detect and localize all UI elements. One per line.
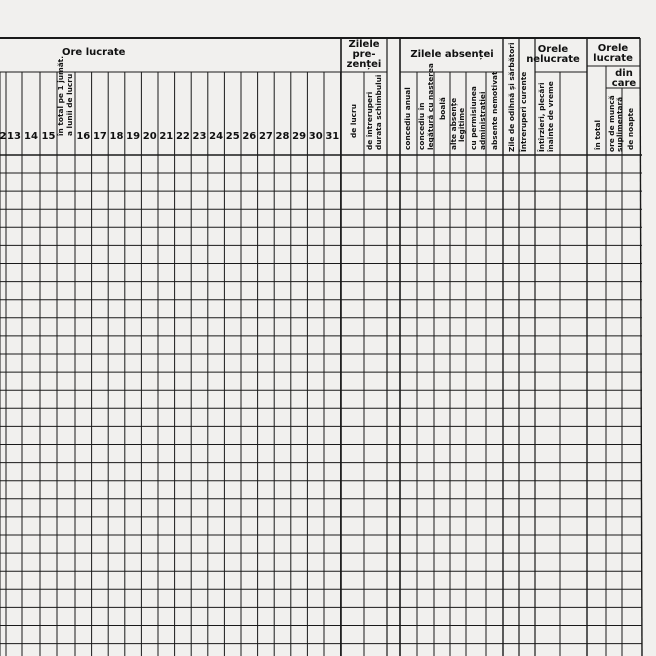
day-number-24: 24 [209, 131, 224, 142]
label-concediu-anual: concediu anual [403, 87, 412, 150]
day-number-15: 15 [41, 131, 56, 142]
header-din-care: din [615, 68, 633, 79]
label-permisiunea: cu permisiunea [469, 86, 478, 150]
label-de-noapte: de noapte [626, 107, 635, 150]
label-concediu-nastere-2: legătură cu nașterea [426, 63, 435, 150]
day-number-21: 21 [159, 131, 174, 142]
label-intarzieri-2: înainte de vreme [546, 81, 555, 152]
label-intreruperi: de întreruperi [365, 91, 374, 150]
day-number-13: 13 [7, 131, 21, 142]
header-orele-nelucrate: Orele [537, 44, 569, 55]
label-permisiunea-2: administrației [478, 91, 487, 150]
day-number-30: 30 [308, 131, 323, 142]
label-zile-odihna: Zile de odihnă și sărbători [507, 42, 516, 152]
day-number-26: 26 [242, 131, 257, 142]
header-zilele-prezentei-3: zenței [346, 59, 382, 70]
day-number-29: 29 [292, 131, 307, 142]
label-ore-suplimentara-2: suplimentară [615, 96, 624, 152]
day-number-31: 31 [325, 131, 340, 142]
day-number-25: 25 [225, 131, 240, 142]
label-intreruperi-2: durata schimbului [374, 74, 383, 150]
day-number-16: 16 [76, 131, 91, 142]
label-boala: boală [438, 97, 447, 120]
label-alte-absente: alte absențe [449, 97, 458, 150]
day-number-14: 14 [24, 131, 38, 142]
day-number-17: 17 [92, 131, 107, 142]
day-number-28: 28 [275, 131, 290, 142]
label-concediu-nastere: concediu în [417, 102, 426, 150]
day-number-23: 23 [192, 131, 207, 142]
header-orele-nelucrate-2: nelucrate [526, 54, 580, 65]
day-number-18: 18 [109, 131, 124, 142]
day-number-22: 22 [175, 131, 190, 142]
day-number-2: 2 [0, 131, 7, 142]
day-numbers-row [0, 131, 339, 142]
label-ore-suplimentara: ore de muncă [607, 95, 616, 152]
label-total-first-half-2: a lunii de lucru [65, 73, 74, 136]
day-number-27: 27 [258, 131, 273, 142]
day-number-19: 19 [126, 131, 141, 142]
header-zilele-prezentei-2: pre- [352, 49, 376, 60]
label-de-lucru: de lucru [349, 104, 358, 138]
header-ore-lucrate: Ore lucrate [62, 47, 126, 58]
header-orele-lucrate-2: lucrate [593, 53, 633, 64]
label-in-total: în total [593, 119, 602, 150]
header-zilele-prezentei: Zilele [348, 39, 380, 50]
label-total-first-half: în total pe 1 jumăt. [56, 55, 65, 136]
grid-line [640, 38, 642, 656]
header-orele-lucrate: Orele [597, 43, 629, 54]
header-din-care-2: care [611, 78, 637, 89]
label-intarzieri: Întîrzieri, plecări [537, 82, 546, 152]
label-intreruperi-curente: Întreruperi curente [519, 71, 528, 152]
label-alte-absente-2: legitime [457, 107, 466, 142]
label-absente-nemotivat: absente nemotivat [490, 71, 499, 150]
header-zilele-absentei: Zilele absenței [410, 49, 494, 60]
day-number-20: 20 [142, 131, 157, 142]
